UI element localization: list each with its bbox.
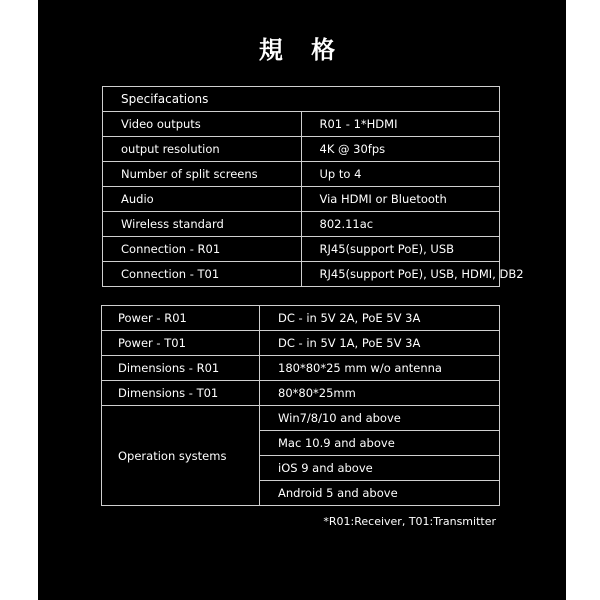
table-row xyxy=(102,331,500,356)
table-header: Specifacations xyxy=(103,87,500,112)
os-value: Mac 10.9 and above xyxy=(260,431,500,456)
spec-label: Connection - R01 xyxy=(103,237,302,262)
spec-label: Dimensions - R01 xyxy=(102,356,260,381)
table-row xyxy=(102,406,500,431)
spec-value: 180*80*25 mm w/o antenna xyxy=(260,356,500,381)
os-label: Operation systems xyxy=(102,406,260,506)
spec-label: Dimensions - T01 xyxy=(102,381,260,406)
table-row xyxy=(102,381,500,406)
os-value: Android 5 and above xyxy=(260,481,500,506)
spec-sheet xyxy=(38,0,566,600)
table-row xyxy=(103,237,500,262)
spec-value: Via HDMI or Bluetooth xyxy=(301,187,500,212)
table-row xyxy=(103,262,500,287)
power-dimensions-table xyxy=(101,305,500,506)
table-header-row xyxy=(103,87,500,112)
specifications-table xyxy=(102,86,524,287)
spec-label: output resolution xyxy=(103,137,302,162)
spec-label: Power - R01 xyxy=(102,306,260,331)
table-row xyxy=(103,187,500,212)
spec-label: Connection - T01 xyxy=(103,262,302,287)
table-row xyxy=(103,137,500,162)
spec-value: R01 - 1*HDMI xyxy=(301,112,500,137)
spec-value: Up to 4 xyxy=(301,162,500,187)
spec-value: DC - in 5V 1A, PoE 5V 3A xyxy=(260,331,500,356)
spec-value: DC - in 5V 2A, PoE 5V 3A xyxy=(260,306,500,331)
spec-label: Video outputs xyxy=(103,112,302,137)
os-value: iOS 9 and above xyxy=(260,456,500,481)
os-value: Win7/8/10 and above xyxy=(260,406,500,431)
table-row xyxy=(102,306,500,331)
spec-label: Wireless standard xyxy=(103,212,302,237)
spec-label: Power - T01 xyxy=(102,331,260,356)
footnote: *R01:Receiver, T01:Transmitter xyxy=(323,515,496,528)
table-row xyxy=(103,162,500,187)
table-row xyxy=(102,356,500,381)
spec-value: 80*80*25mm xyxy=(260,381,500,406)
table-row xyxy=(103,212,500,237)
spec-value: 4K @ 30fps xyxy=(301,137,500,162)
spec-label: Number of split screens xyxy=(103,162,302,187)
spec-value: RJ45(support PoE), USB, HDMI, DB2 xyxy=(301,262,500,287)
spec-value: 802.11ac xyxy=(301,212,500,237)
spec-value: RJ45(support PoE), USB xyxy=(301,237,500,262)
spec-label: Audio xyxy=(103,187,302,212)
page-title: 規 格 xyxy=(258,36,346,64)
table-row xyxy=(103,112,500,137)
